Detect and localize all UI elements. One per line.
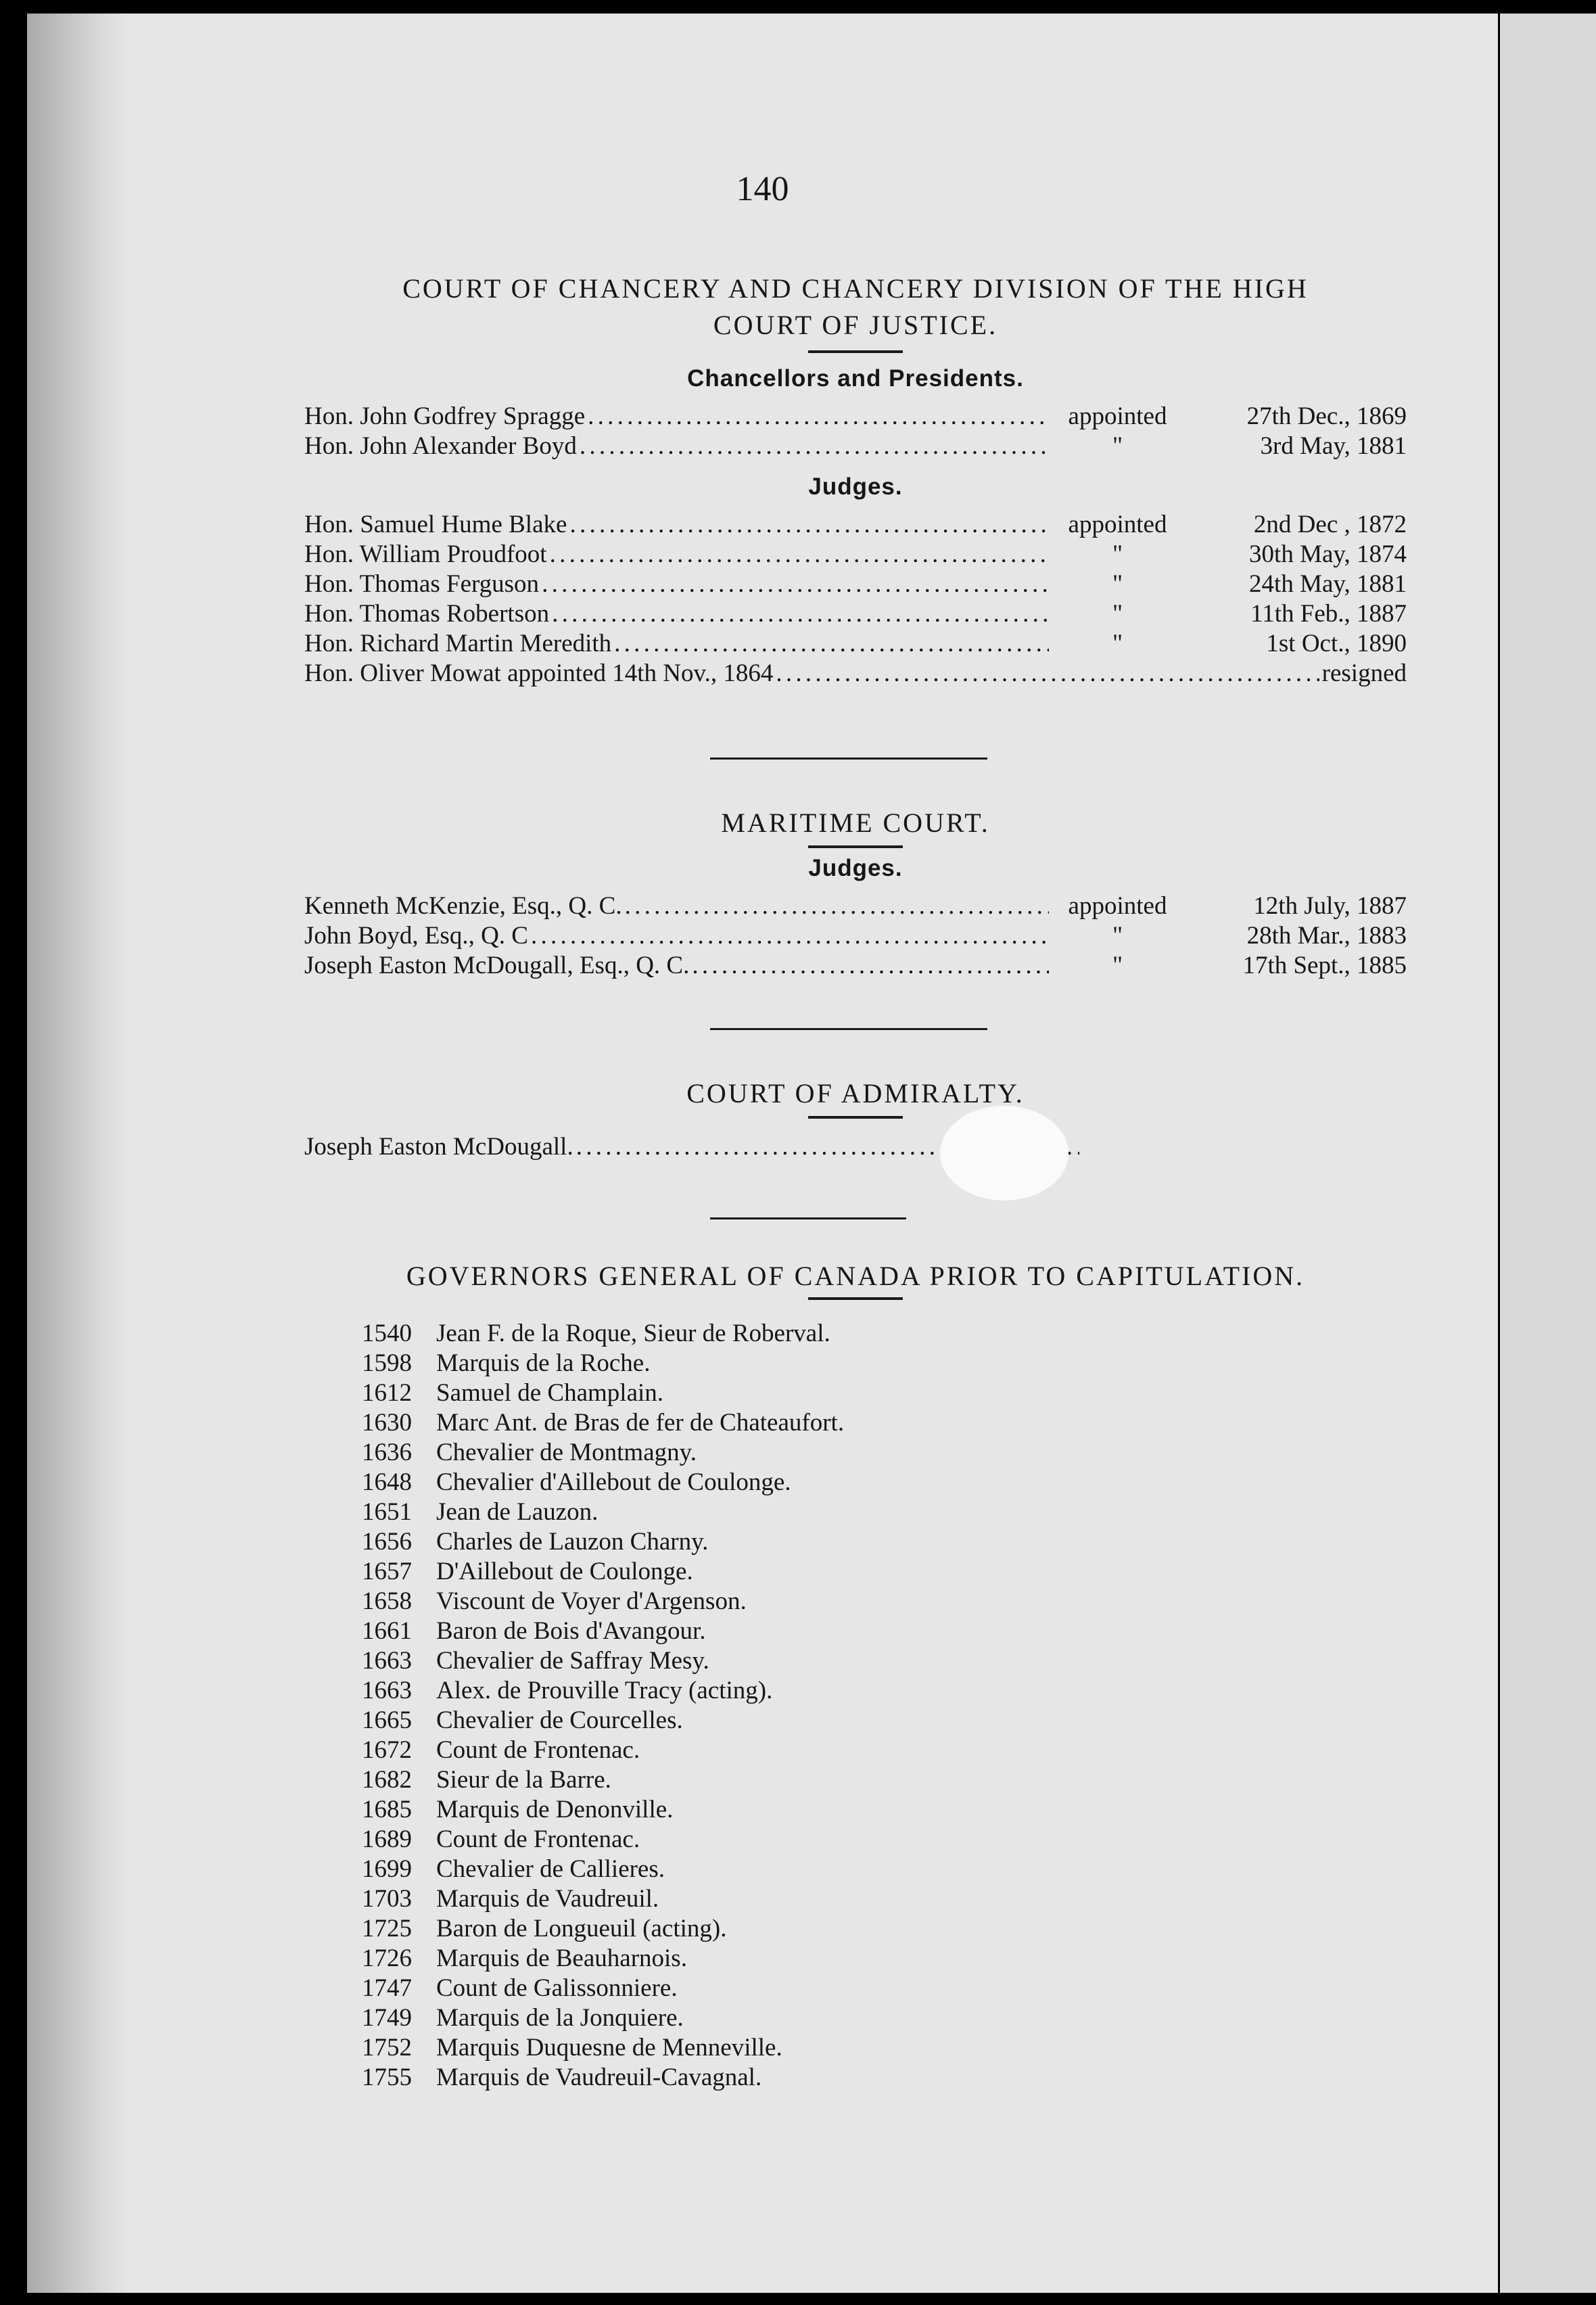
- year: 1749: [362, 2004, 412, 2032]
- judge-name: John Boyd, Esq., Q. C: [304, 922, 528, 950]
- chancellor-name: Hon. John Godfrey Spragge: [304, 402, 586, 430]
- appointment-date: 28th Mar., 1883: [1246, 922, 1407, 950]
- appointment-mark: ": [1112, 630, 1123, 657]
- judge-name: Hon. Thomas Ferguson: [304, 570, 540, 598]
- chancellor-row: [304, 402, 1407, 432]
- governor-name: Samuel de Champlain.: [436, 1379, 664, 1407]
- title-rule: [808, 350, 903, 353]
- year: 1699: [362, 1855, 412, 1883]
- section-separator: [710, 1028, 987, 1030]
- governor-name: Marquis de la Roche.: [436, 1349, 651, 1377]
- appointment-mark: ": [1112, 600, 1123, 628]
- governor-name: Baron de Bois d'Avangour.: [436, 1617, 706, 1645]
- year: 1658: [362, 1587, 412, 1615]
- governor-name: Chevalier d'Aillebout de Coulonge.: [436, 1468, 791, 1496]
- chancellors-heading: Chancellors and Presidents.: [687, 365, 1024, 392]
- governor-name: Chevalier de Montmagny.: [436, 1439, 697, 1466]
- list-item: [362, 1914, 844, 1944]
- governor-name: Jean de Lauzon.: [436, 1498, 598, 1526]
- title-rule: [808, 845, 903, 848]
- governor-name: Marc Ant. de Bras de fer de Chateaufort.: [436, 1409, 845, 1437]
- list-item: [362, 1825, 844, 1855]
- list-item: [362, 2033, 844, 2063]
- governor-name: Charles de Lauzon Charny.: [436, 1528, 709, 1556]
- appointment-date: 24th May, 1881: [1249, 570, 1407, 598]
- admiralty-title: COURT OF ADMIRALTY.: [686, 1078, 1025, 1109]
- year: 1648: [362, 1468, 412, 1496]
- list-item: [362, 1587, 844, 1616]
- list-item: [362, 1736, 844, 1765]
- judge-name: Kenneth McKenzie, Esq., Q. C.: [304, 892, 622, 920]
- leader-dots: [569, 510, 1049, 540]
- list-item: [362, 1319, 844, 1349]
- governors-list: [362, 1319, 844, 2093]
- facing-page-edge: [1500, 14, 1596, 2293]
- judge-name: Hon. Richard Martin Meredith: [304, 630, 612, 657]
- judge-row: [304, 510, 1407, 540]
- year: 1703: [362, 1885, 412, 1913]
- governor-name: Jean F. de la Roque, Sieur de Roberval.: [436, 1320, 830, 1347]
- list-item: [362, 1974, 844, 2003]
- year: 1661: [362, 1617, 412, 1645]
- year: 1598: [362, 1349, 412, 1377]
- year: 1725: [362, 1915, 412, 1942]
- chancellor-row: [304, 432, 1407, 461]
- year: 1665: [362, 1706, 412, 1734]
- judge-name: Hon. Thomas Robertson: [304, 600, 550, 628]
- section-separator: [710, 758, 987, 760]
- leader-dots: [625, 891, 1049, 921]
- appointment-mark: ": [1112, 540, 1123, 568]
- appointment-mark: appointed: [1068, 402, 1167, 430]
- maritime-section: [304, 805, 1407, 981]
- maritime-judges-heading: Judges.: [808, 855, 903, 881]
- year: 1540: [362, 1320, 412, 1347]
- chancery-title-line1: COURT OF CHANCERY AND CHANCERY DIVISION OF THE HIGH: [402, 273, 1309, 304]
- year: 1726: [362, 1945, 412, 1972]
- governor-name: Count de Frontenac.: [436, 1736, 640, 1764]
- governor-name: D'Aillebout de Coulonge.: [436, 1558, 693, 1585]
- list-item: [362, 1468, 844, 1497]
- year: 1630: [362, 1409, 412, 1437]
- gutter-shadow: [27, 14, 128, 2293]
- list-item: [362, 1527, 844, 1557]
- maritime-title: MARITIME COURT.: [721, 808, 990, 838]
- title-rule: [808, 1116, 903, 1119]
- list-item: [362, 1438, 844, 1468]
- appointment-date: 27th Dec., 1869: [1246, 402, 1407, 430]
- paper-damage: [940, 1106, 1069, 1201]
- judge-row: [304, 599, 1407, 629]
- chancellor-name: Hon. John Alexander Boyd: [304, 432, 577, 460]
- appointment-date: 11th Feb., 1887: [1250, 600, 1407, 628]
- list-item: [362, 1349, 844, 1378]
- year: 1663: [362, 1647, 412, 1675]
- judge-name: Hon. Samuel Hume Blake: [304, 511, 567, 538]
- year: 1656: [362, 1528, 412, 1556]
- governor-name: Marquis de Denonville.: [436, 1796, 674, 1823]
- leader-dots: [550, 540, 1049, 569]
- judges-heading: Judges.: [808, 473, 903, 500]
- list-item: [362, 1497, 844, 1527]
- list-item: [362, 2063, 844, 2093]
- year: 1657: [362, 1558, 412, 1585]
- appointment-date: 3rd May, 1881: [1260, 432, 1407, 460]
- leader-dots: [542, 569, 1049, 599]
- list-item: [362, 2003, 844, 2033]
- appointment-mark: ": [1112, 952, 1123, 979]
- section-separator: [710, 1217, 906, 1219]
- judge-name: Hon. William Proudfoot: [304, 540, 547, 568]
- leader-dots: [776, 659, 1319, 689]
- appointment-date: 17th Sept., 1885: [1242, 952, 1407, 979]
- judge-row: [304, 629, 1407, 659]
- list-item: [362, 1765, 844, 1795]
- appointment-date: 1st Oct., 1890: [1266, 630, 1407, 657]
- admiralty-section: [304, 1075, 1407, 1162]
- list-item: [362, 1646, 844, 1676]
- governor-name: Chevalier de Callieres.: [436, 1855, 665, 1883]
- year: 1612: [362, 1379, 412, 1407]
- leader-dots: [614, 629, 1049, 659]
- judge-row: [304, 540, 1407, 569]
- governor-name: Count de Frontenac.: [436, 1825, 640, 1853]
- year: 1663: [362, 1677, 412, 1704]
- governor-name: Chevalier de Courcelles.: [436, 1706, 683, 1734]
- leader-dots: [531, 921, 1049, 951]
- year: 1682: [362, 1766, 412, 1794]
- governor-name: Alex. de Prouville Tracy (acting).: [436, 1677, 773, 1704]
- maritime-judge-row: [304, 921, 1407, 951]
- chancery-title-line2: COURT OF JUSTICE.: [713, 310, 998, 340]
- year: 1755: [362, 2064, 412, 2091]
- resigned-status: resigned: [1321, 659, 1407, 687]
- appointment-date: 2nd Dec , 1872: [1253, 511, 1407, 538]
- year: 1636: [362, 1439, 412, 1466]
- appointment-mark: ": [1112, 570, 1123, 598]
- governor-name: Chevalier de Saffray Mesy.: [436, 1647, 709, 1675]
- leader-dots: [588, 402, 1049, 432]
- governor-name: Baron de Longueuil (acting).: [436, 1915, 727, 1942]
- leader-dots: [692, 951, 1049, 981]
- list-item: [362, 1408, 844, 1438]
- year: 1689: [362, 1825, 412, 1853]
- page-number: 140: [736, 170, 789, 208]
- list-item: [362, 1855, 844, 1884]
- year: 1747: [362, 1974, 412, 2002]
- chancery-section: [304, 271, 1407, 689]
- list-item: [362, 1557, 844, 1587]
- governor-name: Marquis Duquesne de Menneville.: [436, 2034, 782, 2062]
- list-item: [362, 1884, 844, 1914]
- judge-row: [304, 569, 1407, 599]
- maritime-judge-row: [304, 951, 1407, 981]
- governor-name: Marquis de Beauharnois.: [436, 1945, 687, 1972]
- list-item: [362, 1378, 844, 1408]
- year: 1651: [362, 1498, 412, 1526]
- judge-name: Joseph Easton McDougall, Esq., Q. C.: [304, 952, 690, 979]
- appointment-date: 30th May, 1874: [1249, 540, 1407, 568]
- title-rule: [808, 1297, 903, 1300]
- book-page: [27, 14, 1498, 2293]
- admiralty-name: Joseph Easton McDougall.: [304, 1133, 573, 1161]
- governors-title: GOVERNORS GENERAL OF CANADA PRIOR TO CAPITULATION.: [406, 1261, 1305, 1291]
- list-item: [362, 1706, 844, 1736]
- governor-name: Marquis de Vaudreuil-Cavagnal.: [436, 2064, 762, 2091]
- appointment-mark: ": [1112, 432, 1123, 460]
- governor-name: Count de Galissonniere.: [436, 1974, 678, 2002]
- appointment-mark: appointed: [1068, 511, 1167, 538]
- governor-name: Marquis de la Jonquiere.: [436, 2004, 684, 2032]
- governor-name: Marquis de Vaudreuil.: [436, 1885, 659, 1913]
- appointment-mark: ": [1112, 922, 1123, 950]
- appointment-date: 12th July, 1887: [1253, 892, 1407, 920]
- governor-name: Sieur de la Barre.: [436, 1766, 611, 1794]
- list-item: [362, 1795, 844, 1825]
- list-item: [362, 1676, 844, 1706]
- governors-section: [298, 1258, 1413, 1300]
- list-item: [362, 1616, 844, 1646]
- maritime-judge-row: [304, 891, 1407, 921]
- judge-name: Hon. Oliver Mowat appointed 14th Nov., 1864: [304, 659, 774, 687]
- year: 1672: [362, 1736, 412, 1764]
- resigned-row: [304, 659, 1407, 689]
- year: 1685: [362, 1796, 412, 1823]
- leader-dots: [580, 432, 1049, 461]
- governor-name: Viscount de Voyer d'Argenson.: [436, 1587, 747, 1615]
- year: 1752: [362, 2034, 412, 2062]
- list-item: [362, 1944, 844, 1974]
- leader-dots: [552, 599, 1049, 629]
- appointment-mark: appointed: [1068, 892, 1167, 920]
